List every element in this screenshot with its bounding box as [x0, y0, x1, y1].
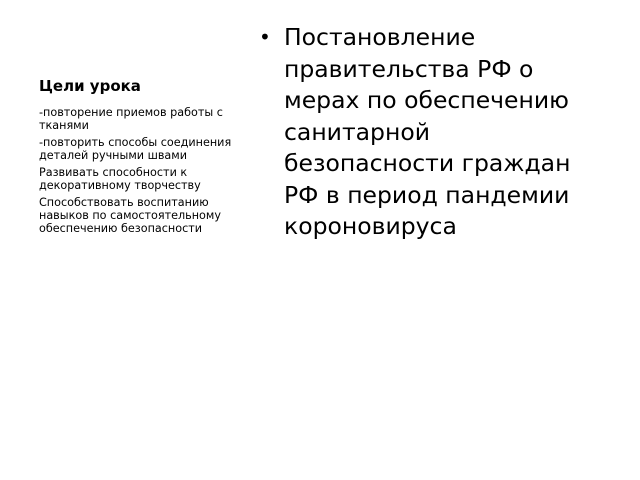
decree-bullet-item	[258, 22, 598, 243]
lesson-goals-block	[39, 76, 244, 239]
goal-item: -повторить способы соединения деталей ручными швами	[39, 136, 232, 162]
decree-block	[258, 22, 598, 243]
bullet-icon: •	[259, 25, 271, 49]
decree-text: Постановление правительства РФ о мерах по обеспечению санитарной безопасности граждан РФ в период пандемии короновируса	[284, 23, 571, 240]
lesson-goals-title: Цели урока	[39, 77, 141, 95]
goal-item: -повторение приемов работы с тканями	[39, 106, 223, 132]
goal-item: Способствовать воспитанию навыков по самостоятельному обеспечению безопасности	[39, 196, 221, 235]
goal-item: Развивать способности к декоративному творчеству	[39, 166, 201, 192]
